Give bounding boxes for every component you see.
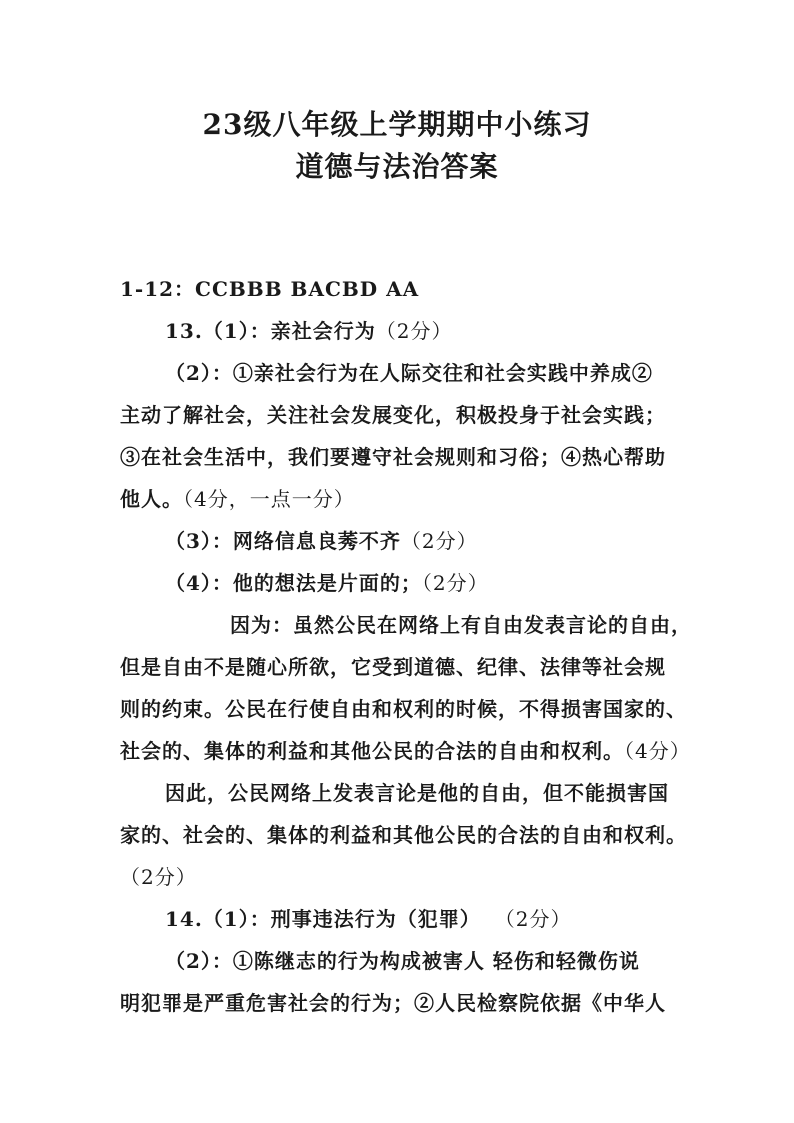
answer-text: 1-12：CCBBB BACBD AA: [120, 277, 420, 301]
answer-line-14-2a: [165, 945, 640, 974]
score-note: （2分）: [421, 571, 489, 595]
answer-line-13-4-reason-b: [120, 651, 666, 680]
answer-text: ③在社会生活中，我们要遵守社会规则和习俗；④热心帮助: [120, 445, 666, 469]
answer-line-13-4-reason-d: [120, 735, 691, 764]
answer-text: 因为：虽然公民在网络上有自由发表言论的自由，: [230, 613, 692, 637]
answer-line-13-3: [165, 525, 478, 554]
answer-line-14-2b: [120, 987, 666, 1016]
answer-line-14-1: [165, 903, 571, 932]
answer-line-13-4-score: [120, 861, 197, 890]
answer-line-13-4-conclusion-a: [165, 777, 669, 806]
score-note: （4分）: [624, 739, 691, 763]
score-note: （2分）: [400, 529, 478, 553]
answer-line-13-2c: [120, 441, 666, 470]
answer-text: 14.（1）：刑事违法行为（犯罪）: [165, 907, 481, 931]
document-subtitle: 道德与法治答案: [295, 150, 499, 183]
answer-text: 明犯罪是严重危害社会的行为；②人民检察院依据《中华人: [120, 991, 666, 1015]
answer-text: （3）：网络信息良莠不齐: [165, 529, 401, 553]
answer-line-13-4: [165, 567, 489, 596]
answer-text: （2）：①陈继志的行为构成被害人 轻伤和轻微伤说: [165, 949, 640, 973]
answer-line-13-1: [165, 315, 452, 344]
answer-line-13-2a: [165, 357, 653, 386]
answer-text: 家的、社会的、集体的利益和其他公民的合法的自由和权利。: [120, 823, 687, 847]
answer-line-13-2b: [120, 399, 666, 428]
score-note: （2分）: [120, 865, 197, 889]
answer-line-13-4-reason-c: [120, 693, 687, 722]
answer-line-13-4-reason-a: [230, 609, 692, 638]
answer-text: 因此，公民网络上发表言论是他的自由，但不能损害国: [165, 781, 669, 805]
document-title: 23级八年级上学期期中小练习: [202, 108, 592, 141]
answer-line-13-4-conclusion-b: [120, 819, 687, 848]
answer-text: （2）：①亲社会行为在人际交往和社会实践中养成②: [165, 361, 653, 385]
answer-line-13-2d: [120, 483, 355, 512]
answer-text: （4）：他的想法是片面的；: [165, 571, 422, 595]
answer-text: 但是自由不是随心所欲，它受到道德、纪律、法律等社会规: [120, 655, 666, 679]
answer-line-mc: [120, 273, 419, 302]
answer-text: 13.（1）：亲社会行为: [165, 319, 376, 343]
score-note: （2分）: [504, 907, 572, 931]
score-note: （2分）: [375, 319, 453, 343]
answer-text: 主动了解社会，关注社会发展变化，积极投身于社会实践；: [120, 403, 666, 427]
answer-text: 社会的、集体的利益和其他公民的合法的自由和权利。: [120, 739, 624, 763]
answer-text: 则的约束。公民在行使自由和权利的时候，不得损害国家的、: [120, 697, 687, 721]
score-note: （4分，一点一分）: [183, 487, 355, 511]
answer-text: 他人。: [120, 487, 183, 511]
